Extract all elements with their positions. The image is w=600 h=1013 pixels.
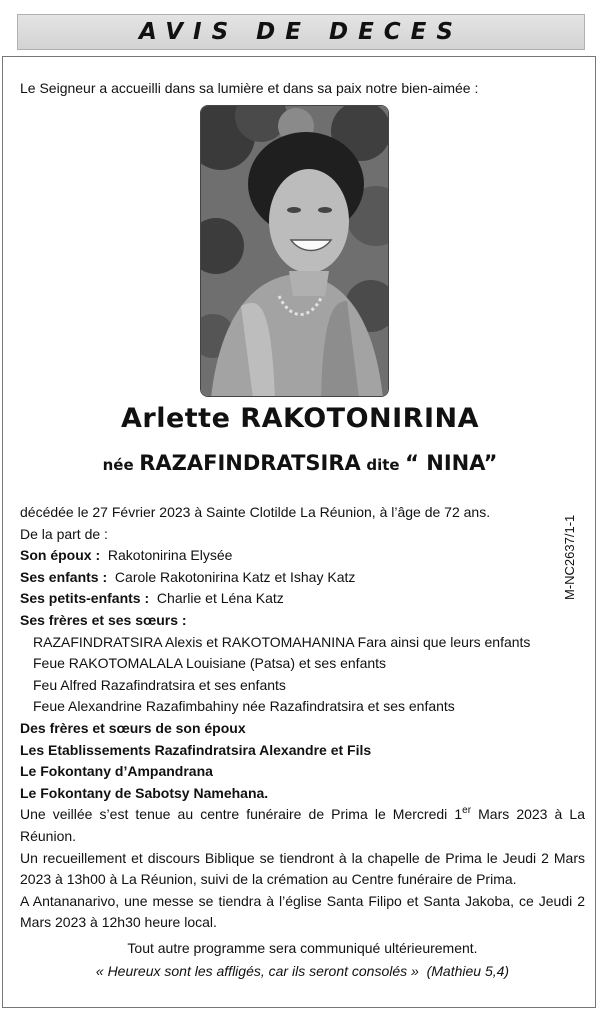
grandchildren-names: Charlie et Léna Katz [156, 590, 284, 607]
sibling-item: RAZAFINDRATSIRA Alexis et RAKOTOMAHANINA Fara ainsi que leurs enfants [33, 633, 531, 650]
sibling-item: Feue Alexandrine Razafimbahiny née Razafindratsira et ses enfants [33, 698, 455, 715]
children-label: Ses enfants : [20, 568, 108, 585]
grandchildren-label: Ses petits-enfants : [20, 590, 150, 607]
vigil-text: Une veillée s’est tenue au centre funéraire de Prima le Mercredi 1 [20, 806, 463, 823]
death-line: décédée le 27 Février 2023 à Sainte Clotilde La Réunion, à l’âge de 72 ans. [20, 504, 491, 520]
spouse-name: Rakotonirina Elysée [107, 547, 233, 564]
from-label: De la part de : [20, 525, 108, 542]
first-name: Arlette [120, 403, 231, 434]
notice-header [17, 14, 585, 50]
closing-line: Tout autre programme sera communiqué ultérieurement. [127, 939, 478, 956]
siblings-label: Ses frères et ses sœurs : [20, 611, 187, 628]
other-family-item: Les Etablissements Razafindratsira Alexandre et Fils [20, 741, 372, 758]
portrait-photo [200, 105, 389, 397]
children-names: Carole Rakotonirina Katz et Ishay Katz [114, 568, 356, 585]
bible-quote [20, 961, 585, 983]
intro-text: Le Seigneur a accueilli dans sa lumière et dans sa paix notre bien-aimée : [20, 80, 479, 96]
nee-label: née [102, 456, 134, 474]
grandchildren-line [20, 588, 585, 610]
vigil-paragraph [20, 804, 585, 847]
other-family-item: Des frères et sœurs de son époux [20, 719, 246, 736]
sibling-item: Feu Alfred Razafindratsira et ses enfants [33, 676, 286, 693]
dite-label: dite [366, 456, 400, 474]
ceremony-paragraph: Un recueillement et discours Biblique se tiendront à la chapelle de Prima le Jeudi 2 Mars 2023 à 13h00 à La Réunion, suivi de la crémation au Centre funéraire de Prima. [20, 849, 585, 888]
vigil-ordinal: er [462, 804, 472, 816]
notice-body [20, 502, 585, 983]
other-family-item: Le Fokontany de Sabotsy Namehana. [20, 784, 269, 801]
vigil-text-end: Mars 2023 à La Réunion. [20, 806, 586, 844]
maiden-name: RAZAFINDRATSIRA [139, 451, 361, 475]
deceased-name [0, 403, 600, 434]
spouse-line [20, 545, 585, 567]
reference-code: M-NC2637/1-1 [562, 514, 577, 600]
notice-title: AVIS DE DECES [139, 19, 463, 45]
spouse-label: Son époux : [20, 547, 101, 564]
mass-paragraph: A Antananarivo, une messe se tiendra à l’église Santa Filipo et Santa Jakoba, ce Jeudi 2 Mars 2023 à 12h30 heure local. [20, 892, 585, 931]
sibling-item: Feue RAKOTOMALALA Louisiane (Patsa) et ses enfants [33, 655, 387, 672]
nickname: “ NINA” [405, 451, 498, 475]
quote-text: « Heureux sont les affligés, car ils seront consolés » [95, 963, 419, 980]
other-family-item: Le Fokontany d’Ampandrana [20, 763, 213, 780]
children-line [20, 567, 585, 589]
maiden-name-line [0, 451, 600, 475]
quote-reference: (Mathieu 5,4) [426, 963, 510, 980]
last-name: RAKOTONIRINA [240, 403, 479, 434]
